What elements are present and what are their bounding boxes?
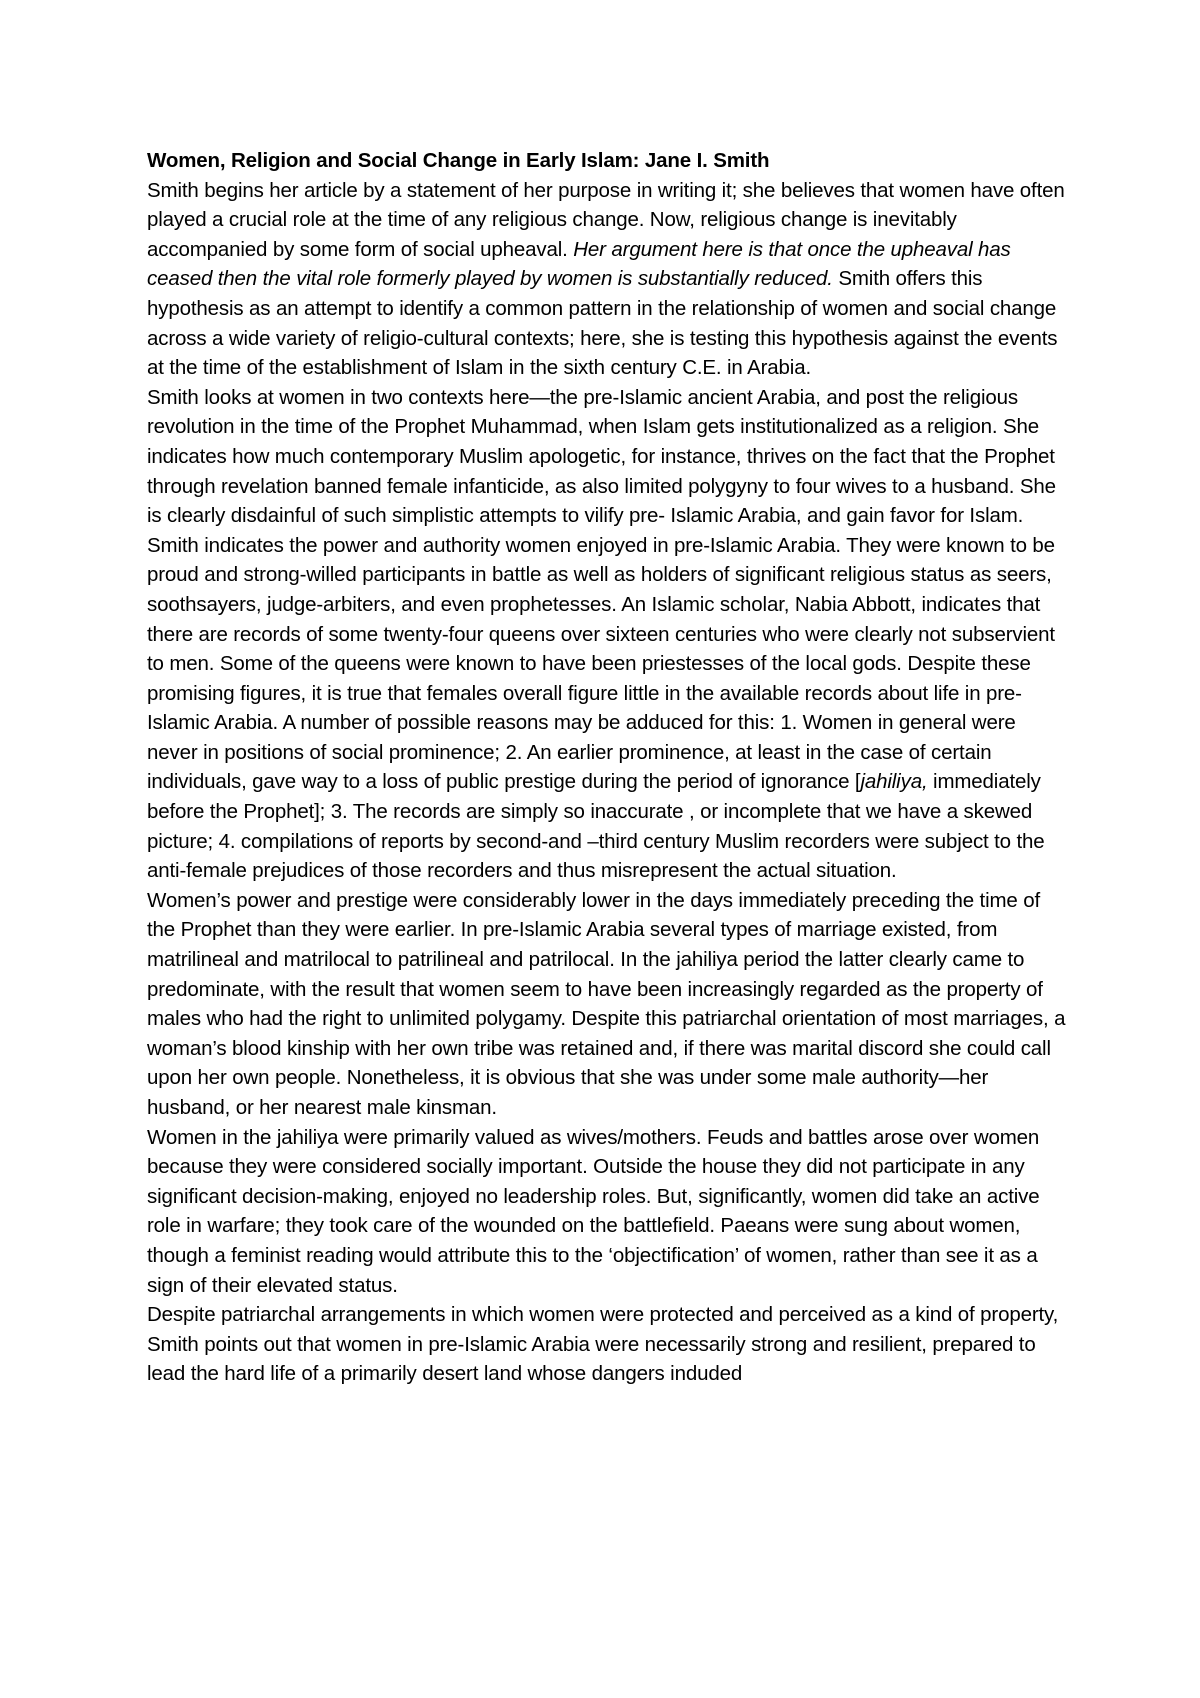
paragraph-5 bbox=[147, 1123, 1067, 1301]
paragraph-2 bbox=[147, 383, 1067, 531]
paragraph-6-text: Despite patriarchal arrangements in which women were protected and perceived as a kind of property, Smith points out that women in pre-Islamic Arabia were necessarily strong and resilient, prepared to lead the hard life of a primarily desert land whose dangers induded bbox=[147, 1303, 1059, 1386]
paragraph-1-italic-argument: Her argument here is that once the upheaval has ceased then the vital role formerly played by women is substantially reduced. bbox=[147, 237, 1011, 291]
paragraph-3-text-continued: immediately before the Prophet]; 3. The records are simply so inaccurate , or incomplete that we have a skewed picture; 4. compilations of reports by second-and –third century Muslim recorders were subject to the anti-female prejudices of those recorders and thus misrepresent the actual situation. bbox=[147, 770, 1045, 883]
paragraph-1 bbox=[147, 176, 1067, 383]
document-body bbox=[147, 146, 1067, 1389]
paragraph-3-italic-term: jahiliya, bbox=[860, 770, 928, 794]
paragraph-4 bbox=[147, 886, 1067, 1123]
paragraph-3-text: Smith indicates the power and authority women enjoyed in pre-Islamic Arabia. They were known to be proud and strong-willed participants in battle as well as holders of significant religious status as seers, soothsayers, judge-arbiters, and even prophetesses. An Islamic scholar, Nabia Abbott, indicates that there are records of some twenty-four queens over sixteen centuries who were clearly not subservient to men. Some of the queens were known to have been priestesses of the local gods. Despite these promising figures, it is true that females overall figure little in the available records about life in pre-Islamic Arabia. A number of possible reasons may be adduced for this: 1. Women in general were never in positions of social prominence; 2. An earlier prominence, at least in the case of certain individuals, gave way to a loss of public prestige during the period of ignorance [ bbox=[147, 533, 1055, 794]
paragraph-5-text: Women in the jahiliya were primarily valued as wives/mothers. Feuds and battles arose over women because they were considered socially important. Outside the house they did not participate in any significant decision-making, enjoyed no leadership roles. But, significantly, women did take an active role in warfare; they took care of the wounded on the battlefield. Paeans were sung about women, though a feminist reading would attribute this to the ‘objectification’ of women, rather than see it as a sign of their elevated status. bbox=[147, 1125, 1040, 1297]
paragraph-4-text: Women’s power and prestige were considerably lower in the days immediately preceding the time of the Prophet than they were earlier. In pre-Islamic Arabia several types of marriage existed, from matrilineal and matrilocal to patrilineal and patrilocal. In the jahiliya period the latter clearly came to predominate, with the result that women seem to have been increasingly regarded as the property of males who had the right to unlimited polygamy. Despite this patriarchal orientation of most marriages, a woman’s blood kinship with her own tribe was retained and, if there was marital discord she could call upon her own people. Nonetheless, it is obvious that she was under some male authority—her husband, or her nearest male kinsman. bbox=[147, 888, 1066, 1119]
paragraph-1-text-continued: Smith offers this hypothesis as an attempt to identify a common pattern in the relationship of women and social change across a wide variety of religio-cultural contexts; here, she is testing this hypothesis against the events at the time of the establishment of Islam in the sixth century C.E. in Arabia. bbox=[147, 267, 1058, 380]
document-title: Women, Religion and Social Change in Early Islam: Jane I. Smith bbox=[147, 149, 770, 172]
paragraph-6 bbox=[147, 1300, 1067, 1389]
paragraph-2-text: Smith looks at women in two contexts here—the pre-Islamic ancient Arabia, and post the religious revolution in the time of the Prophet Muhammad, when Islam gets institutionalized as a religion. She indicates how much contemporary Muslim apologetic, for instance, thrives on the fact that the Prophet through revelation banned female infanticide, as also limited polygyny to four wives to a husband. She is clearly disdainful of such simplistic attempts to vilify pre- Islamic Arabia, and gain favor for Islam. bbox=[147, 385, 1056, 528]
paragraph-1-text: Smith begins her article by a statement of her purpose in writing it; she believes that women have often played a crucial role at the time of any religious change. Now, religious change is inevitably accompanied by some form of social upheaval. bbox=[147, 178, 1065, 261]
paragraph-3 bbox=[147, 531, 1067, 886]
